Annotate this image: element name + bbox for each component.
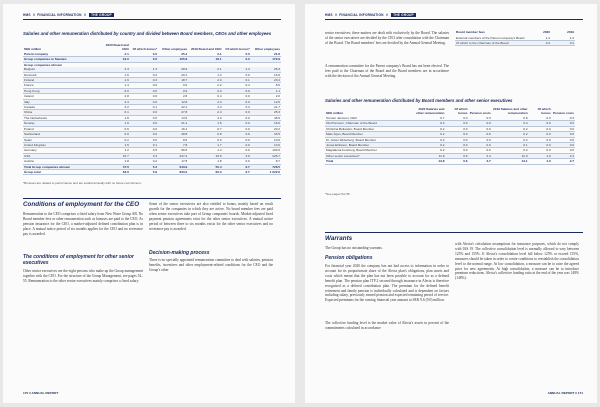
row-value: 0.0 <box>223 72 251 77</box>
row-value: 20.1 <box>158 72 188 77</box>
row-label: Poland <box>23 126 98 131</box>
row-value: 2.2 <box>188 83 222 88</box>
row-value: 0.0 <box>223 137 251 142</box>
section-label: FINANCIAL INFORMATION <box>339 13 384 17</box>
row-value: 3.3 <box>130 153 158 158</box>
row-label: Finland <box>23 78 98 83</box>
row-value: 1.9 <box>98 78 130 83</box>
row-value: 0.0 <box>469 143 492 148</box>
section-tag: THE GROUP <box>91 13 112 17</box>
col-2019-salaries: 2019 Salaries and other remuneration <box>493 107 528 115</box>
row-label: Total <box>325 159 412 164</box>
row-value: 9.6 <box>158 83 188 88</box>
row-value: 2.7 <box>552 159 575 164</box>
row-value: 16.1 <box>158 126 188 131</box>
row-value: 1.2 <box>98 148 130 153</box>
table-body <box>23 52 281 175</box>
row-value: 0.4 <box>551 40 575 45</box>
right-footer <box>548 391 583 395</box>
row-value: 63.6 <box>98 169 130 174</box>
row-value: 1.6 <box>98 72 130 77</box>
row-value: 0.0 <box>223 99 251 104</box>
col-2020: 2020 <box>543 30 550 34</box>
board-fees-table <box>455 31 575 46</box>
row-value: 0.0 <box>223 88 251 93</box>
row-value: 0.1 <box>223 78 251 83</box>
row-label: Group companies in Sweden <box>23 57 98 62</box>
row-value: 12.8 <box>158 99 188 104</box>
row-value: 21.7 <box>251 105 281 110</box>
row-value: 7.8 <box>158 142 188 147</box>
row-label: Group total <box>23 169 98 174</box>
row-value: 0.0 <box>188 137 222 142</box>
row-value: 8.7 <box>251 159 281 164</box>
page-number: 170 <box>23 391 29 395</box>
row-value: 28.8 <box>158 132 188 137</box>
table-title: Salaries and other remuneration distributed by country and divided between Board members, CEOs and other employees <box>23 31 272 36</box>
col-unit: SEK million <box>326 110 344 115</box>
row-value: 643.9 <box>158 164 188 169</box>
row-value: 2.0 <box>188 78 222 83</box>
row-value: 2.4 <box>188 99 222 104</box>
table-footnote: *See pages 54–55. <box>325 192 351 196</box>
row-value: 1.5 <box>188 121 222 126</box>
row-value: 98.3 <box>158 148 188 153</box>
row-value: 0.9 <box>98 132 130 137</box>
row-value: 0.0 <box>223 132 251 137</box>
row-value: 0.6 <box>98 126 130 131</box>
row-value: 1.8 <box>98 159 130 164</box>
heading-senior-conditions: The conditions of employment for other senior executives <box>23 254 134 266</box>
left-page <box>3 4 295 403</box>
row-value: 2.4 <box>552 153 575 158</box>
paragraph-ceo-conditions: Remuneration to the CEO comprises a fixed salary from New Wave Group AB. No Board member fees or other remuneration such as bonuses are paid to the CEO. As pension insurance for the CEO, a market-adjusted defined contribution plan is in place. A mutual notice period of six months applies for the CEO and no severance pay is awarded. <box>23 212 143 236</box>
row-value: 1.6 <box>98 121 130 126</box>
footer-label: ANNUAL REPORT <box>547 391 575 395</box>
row-value: 1.8 <box>98 115 130 120</box>
row-value: 100.9 <box>251 148 281 153</box>
row-value: 0.0 <box>529 116 552 121</box>
board-salaries-body <box>325 116 575 164</box>
section-divider <box>23 198 281 199</box>
row-value: 21.8 <box>251 52 281 57</box>
col-2019-bonus: Of which bonus* <box>225 46 250 51</box>
right-page <box>305 4 597 403</box>
row-value: 23.4 <box>251 78 281 83</box>
col-2020-pension: Pension costs <box>469 110 491 115</box>
row-value: 0.0 <box>529 143 552 148</box>
row-value: 0.0 <box>223 52 251 57</box>
heading-decision-process: Decision-making process <box>149 250 210 256</box>
row-value: 0.0 <box>188 88 222 93</box>
row-value: 1.0 <box>529 159 552 164</box>
row-label: Jonas Eriksson, Board Member <box>325 143 412 148</box>
row-label: Olof Persson, Chairman of the Board <box>325 121 412 126</box>
footer-label: ANNUAL REPORT <box>31 391 59 395</box>
row-value: 0.2 <box>412 137 445 142</box>
section-divider <box>325 232 583 233</box>
row-value: 0.0 <box>552 126 575 131</box>
row-value: 25.3 <box>251 110 281 115</box>
row-value: 0.0 <box>223 115 251 120</box>
row-value: 0.1 <box>98 110 130 115</box>
row-value: 0.0 <box>130 88 158 93</box>
row-value: 0.4 <box>412 121 445 126</box>
row-value: 50.4 <box>188 164 222 169</box>
row-value: 0.0 <box>223 110 251 115</box>
section-tag: THE GROUP <box>393 13 414 17</box>
col-unit: SEK million <box>24 46 42 51</box>
header-separator: // <box>333 13 339 17</box>
row-value: 0.4 <box>492 121 529 126</box>
col-2020-bonus: Of which bonus* <box>132 46 158 51</box>
row-value: 0.0 <box>552 132 575 137</box>
row-value: 0.0 <box>445 126 468 131</box>
row-value: 0.0 <box>130 110 158 115</box>
row-value: 1 022.6 <box>251 169 281 174</box>
brand-label: HMS <box>325 13 333 17</box>
col-2019: 2019 <box>567 30 574 34</box>
row-label: External members of the Parent company's Board <box>455 36 527 41</box>
row-label: Group companies abroad <box>24 62 62 67</box>
paragraph-warrants: The Group has no outstanding warrants. <box>325 246 383 250</box>
row-value: 0.8 <box>188 132 222 137</box>
row-value: 0.6 <box>130 57 158 62</box>
heading-warrants: Warrants <box>325 235 353 242</box>
col-board-fees: Board member fees <box>456 30 485 34</box>
row-value: 0.4 <box>223 83 251 88</box>
running-header <box>325 13 416 17</box>
row-value: 26.3 <box>251 67 281 72</box>
row-value: 0.0 <box>552 143 575 148</box>
row-value: 1.1 <box>251 88 281 93</box>
row-label: United Kingdom <box>23 142 98 147</box>
row-label: Christina Bellander, Board Member <box>325 126 412 131</box>
row-value: 0.7 <box>188 126 222 131</box>
row-value: 0.0 <box>529 137 552 142</box>
row-value: 0.4 <box>188 94 222 99</box>
row-value: 833.2 <box>158 169 188 174</box>
row-label: The Netherlands <box>23 115 98 120</box>
col-2020-salaries: 2020 Salaries and other remuneration <box>416 107 445 115</box>
row-value: 0.2 <box>492 148 529 153</box>
row-value: 0.0 <box>445 121 468 126</box>
row-value: 0.0 <box>130 121 158 126</box>
row-value: 0.0 <box>130 126 158 131</box>
row-value: 0.2 <box>412 143 445 148</box>
row-label: Belgium <box>23 67 98 72</box>
paragraph-pension-consolidation: with Alecta's calculation assumptions for insurance purposes, which do not comply with IAS 19. The collective consolidation level is normally allowed to vary between 125% and 155%. If Alecta's consolidation level fall below 125% or exceed 155%, measures should be taken in order to create conditions to reestablish the consolidation level to the normal range. At low consolidation, a measure can be to raise the agreed price for new agreements. At high consolidation, a measure can be to introduce premium reductions. Alecta's collective funding ratio at the end of the year was 148% (148%). <box>455 242 579 281</box>
row-value: 0.0 <box>469 132 492 137</box>
row-value: 0.0 <box>130 115 158 120</box>
paragraph-pension-funding: The collective funding level is the market value of Alecta's assets in percent of the commitments calculated in accordance <box>325 321 449 330</box>
row-label: Canada <box>23 105 98 110</box>
row-value: 0.0 <box>130 52 158 57</box>
row-label: Spain <box>23 137 98 142</box>
row-value: 0.0 <box>130 99 158 104</box>
row-value: 1.3 <box>551 36 575 41</box>
row-value: 13.5 <box>158 115 188 120</box>
row-value: 0.2 <box>412 126 445 131</box>
row-value: 1.4 <box>98 83 130 88</box>
row-value: 16.9 <box>251 72 281 77</box>
row-label: Italy <box>23 99 98 104</box>
row-value: 0.8 <box>492 116 529 121</box>
row-value: 6.7 <box>223 169 251 174</box>
header-separator: // <box>82 13 87 17</box>
row-value: 4.0 <box>188 115 222 120</box>
row-value: 0.0 <box>445 148 468 153</box>
row-value: 1.8 <box>188 159 222 164</box>
row-value: 0.1 <box>130 105 158 110</box>
row-value: 0.0 <box>98 88 130 93</box>
col-2019-bonus: Of which bonus <box>537 107 551 115</box>
header-rule <box>23 19 281 20</box>
row-value: 0.0 <box>130 137 158 142</box>
page-number: 171 <box>577 391 583 395</box>
row-value: 0.2 <box>492 126 529 131</box>
row-label: France <box>23 83 98 88</box>
row-value: 0.2 <box>412 148 445 153</box>
section-label: FINANCIAL INFORMATION <box>37 13 82 17</box>
row-value: 5.2 <box>130 164 158 169</box>
row-value: 225.7 <box>251 153 281 158</box>
row-value: 47.6 <box>98 164 130 169</box>
row-value: 0.2 <box>412 132 445 137</box>
col-2019-pension: Pension costs <box>553 110 574 115</box>
row-value: 0.0 <box>552 121 575 126</box>
row-label: Hong Kong <box>23 88 98 93</box>
row-value: 0.0 <box>223 159 251 164</box>
row-value: 28.9 <box>158 67 188 72</box>
row-value: 2.8 <box>158 94 188 99</box>
fee-row <box>455 40 575 45</box>
row-value: 1.4 <box>188 72 222 77</box>
row-label: Austria <box>23 159 98 164</box>
row-value: 0.6 <box>445 159 468 164</box>
row-value: 0.0 <box>223 148 251 153</box>
header-rule <box>325 19 583 20</box>
row-value: 48.9 <box>251 115 281 120</box>
row-label: Mats Årjes, Board Member <box>325 132 412 137</box>
row-value: 25.4 <box>158 52 188 57</box>
row-value: 0.4 <box>527 40 551 45</box>
row-value: 0.0 <box>529 126 552 131</box>
row-value: 22.1 <box>158 105 188 110</box>
row-value: 13.8 <box>412 159 445 164</box>
row-value: 2.8 <box>98 94 130 99</box>
row-value: 5.9 <box>130 169 158 174</box>
col-2020-board: 2020 Board and CEO <box>105 43 129 51</box>
row-value: 3.2 <box>98 105 130 110</box>
row-value: 0.0 <box>130 132 158 137</box>
row-value: 0.0 <box>552 137 575 142</box>
footer-separator: // <box>29 391 32 395</box>
row-label: Of which to the Chairman of the Board <box>455 40 527 45</box>
row-value: 0.0 <box>130 94 158 99</box>
row-value: 728.5 <box>251 164 281 169</box>
salaries-by-country-table <box>23 44 281 175</box>
row-value: 11.8 <box>412 153 445 158</box>
row-value: 0.2 <box>492 132 529 137</box>
paragraph-remuneration-decided: senior executives; these matters are dealt with exclusively by the Board. The salaries of the senior executives are decided by the CEO after consultation with the Chairman of the Board. The Board members' fees are decided by the Annual General Meeting. <box>325 31 449 45</box>
row-value: 0.0 <box>223 57 251 62</box>
row-value: 0.0 <box>445 137 468 142</box>
row-value: 0.3 <box>552 116 575 121</box>
row-label: M. Johan Widerberg, Board Member <box>325 137 412 142</box>
row-value: 20.2 <box>251 126 281 131</box>
row-label: Other senior executives* <box>325 153 412 158</box>
left-page-header <box>3 13 295 21</box>
row-value: 0.3 <box>469 116 492 121</box>
left-footer <box>23 391 58 395</box>
row-value: 1.4 <box>188 148 222 153</box>
row-value: 2.0 <box>251 94 281 99</box>
row-value: 15.7 <box>98 153 130 158</box>
row-label: Total Group companies abroad <box>23 164 98 169</box>
row-value: 2.1 <box>188 67 222 72</box>
row-value: 12.6 <box>251 99 281 104</box>
row-value: 2.4 <box>98 99 130 104</box>
row-label: Ireland <box>23 94 98 99</box>
table-footnote: *Bonuses are related to performance and are settled annually with no future commitment. <box>23 181 142 185</box>
row-value: 2.7 <box>469 159 492 164</box>
row-value: 66.3 <box>188 169 222 174</box>
row-value: 0.0 <box>445 143 468 148</box>
heading-pension: Pension obligations <box>325 255 373 261</box>
row-value: 0.0 <box>469 121 492 126</box>
paragraph-senior-conditions: Other senior executives are the eight persons who make up the Group management together with the CEO. For the structure of the Group Management, see pages 54–55. Remuneration to the other senior executives mainly comprises a fixed salary. <box>23 269 143 283</box>
row-value: 172.9 <box>251 57 281 62</box>
row-value: 1.4 <box>223 67 251 72</box>
row-label: USA <box>23 153 98 158</box>
row-label: Switzerland <box>23 132 98 137</box>
row-value: 21.1 <box>158 121 188 126</box>
row-label: Denmark <box>23 72 98 77</box>
row-value: 2.1 <box>98 52 130 57</box>
row-value: 0.2 <box>130 72 158 77</box>
col-2020-other: Other employees <box>162 46 188 51</box>
row-value: 2.1 <box>188 52 222 57</box>
row-value: 0.9 <box>158 88 188 93</box>
board-salaries-table <box>325 108 575 165</box>
row-value: 10.0 <box>251 142 281 147</box>
row-value: 165.8 <box>158 57 188 62</box>
right-page-header <box>305 13 597 21</box>
row-value: 18.7 <box>158 78 188 83</box>
table-title: Salaries and other remuneration distributed by Board members and other senior executives <box>325 98 513 103</box>
row-value: 0.3 <box>130 78 158 83</box>
row-value: 1.5 <box>98 142 130 147</box>
row-value: 0.0 <box>445 116 468 121</box>
row-value: 0.2 <box>492 137 529 142</box>
row-value: 2.3 <box>98 67 130 72</box>
row-value: 0.0 <box>130 83 158 88</box>
row-value: 0.7 <box>412 116 445 121</box>
row-value: 0.0 <box>223 126 251 131</box>
running-header <box>23 13 114 17</box>
row-value: 19.1 <box>188 57 222 62</box>
row-label: Norway <box>23 121 98 126</box>
person-row <box>325 159 575 164</box>
row-value: 0.2 <box>130 159 158 164</box>
row-value: 0.0 <box>552 148 575 153</box>
row-value: 0.0 <box>469 126 492 131</box>
row-value: 0.0 <box>529 148 552 153</box>
row-label: Magdalena Forsberg, Board Member <box>325 148 412 153</box>
col-2019-other: Other employees <box>254 46 280 51</box>
row-value: 0.1 <box>492 143 529 148</box>
paragraph-decision-process: There is no specially appointed remuneration committee to deal with salaries, pension benefits, incentives and other employment-related conditions for the CEO and the Group's other <box>149 258 273 272</box>
row-value: 227.2 <box>158 153 188 158</box>
header-separator: // <box>384 13 389 17</box>
row-value: 0.0 <box>529 121 552 126</box>
row-value: 0.5 <box>130 148 158 153</box>
row-value: 4.4 <box>188 105 222 110</box>
row-value: 17.8 <box>158 159 188 164</box>
row-value: 19.0 <box>98 57 130 62</box>
row-value: 0.0 <box>223 121 251 126</box>
row-label: Germany <box>23 148 98 153</box>
row-value: 1.7 <box>188 142 222 147</box>
row-value: 33.5 <box>251 132 281 137</box>
header-separator: // <box>31 13 37 17</box>
row-value: 27.8 <box>158 110 188 115</box>
row-value: 0.3 <box>223 105 251 110</box>
row-value: 0.1 <box>130 142 158 147</box>
row-value: 6.7 <box>223 164 251 169</box>
row-value: 0.0 <box>223 94 251 99</box>
row-value: 10.9 <box>251 137 281 142</box>
paragraph-senior-bonus: Some of the senior executives are also entitled to bonus, mainly based on result growth for the companies in which they are active. No board member fees are paid when senior executives take part of Group companies' boards. Market-adjusted fixed payment pension agreements exist for the other senior executives. A mutual notice period of between three to six months exists for the other senior executives and no severance pay is awarded. <box>149 202 273 231</box>
row-label: China <box>23 110 98 115</box>
heading-ceo-conditions: Conditions of employment for the CEO <box>23 201 140 208</box>
country-row <box>23 169 281 174</box>
row-value: 0.6 <box>445 153 468 158</box>
row-value: 1.3 <box>130 67 158 72</box>
row-value: 16.0 <box>251 121 281 126</box>
row-label: Torsten Jansson, CEO <box>325 116 412 121</box>
row-value: 1.0 <box>529 153 552 158</box>
row-value: 2.4 <box>188 110 222 115</box>
footer-separator: // <box>575 391 578 395</box>
paragraph-pension-alecta: For financial year 2020 the company has not had access to information in order to account for its proportionate share of the Alecta plan's obligations, plan assets and costs which meant that the plan has not been possible to account for as a defined benefit plan. The pension plan ITP 2 secured through insurance in Alecta is therefore recognised as a defined contribution plan. The premium for the defined benefit retirement and family pension is individually calculated and is dependent on factors including salary, previously earned pension and expected remaining period of service. Expected premiums for the coming financial year amount to SEK 9.6 (9.0) million. <box>325 264 449 303</box>
row-value: 1.4 <box>527 36 551 41</box>
row-value: 8.6 <box>251 83 281 88</box>
row-value: 0.2 <box>98 137 130 142</box>
row-value: 2.4 <box>469 153 492 158</box>
paragraph-remuneration-committee: A remuneration committee for the Parent company's Board has not been elected. The fees paid to the Chairman of the Board and the Board members are in accordance with the decision of the Annual General Meeting. <box>325 64 449 78</box>
row-label: Parent company <box>23 52 98 57</box>
row-value: 0.0 <box>529 132 552 137</box>
row-value: 0.0 <box>469 148 492 153</box>
row-value: 8.5 <box>158 137 188 142</box>
col-2019-board: 2019 Board and CEO <box>190 46 222 51</box>
brand-label: HMS <box>23 13 31 17</box>
row-value: 0.0 <box>445 132 468 137</box>
row-value: 0.0 <box>223 142 251 147</box>
row-value: 12.0 <box>492 153 529 158</box>
row-value: 14.1 <box>492 159 529 164</box>
board-fees-body <box>455 36 575 46</box>
row-value: 3.9 <box>223 153 251 158</box>
row-value: 0.0 <box>469 137 492 142</box>
row-value: 19.5 <box>188 153 222 158</box>
col-2020-bonus: Of which bonus <box>454 107 468 115</box>
